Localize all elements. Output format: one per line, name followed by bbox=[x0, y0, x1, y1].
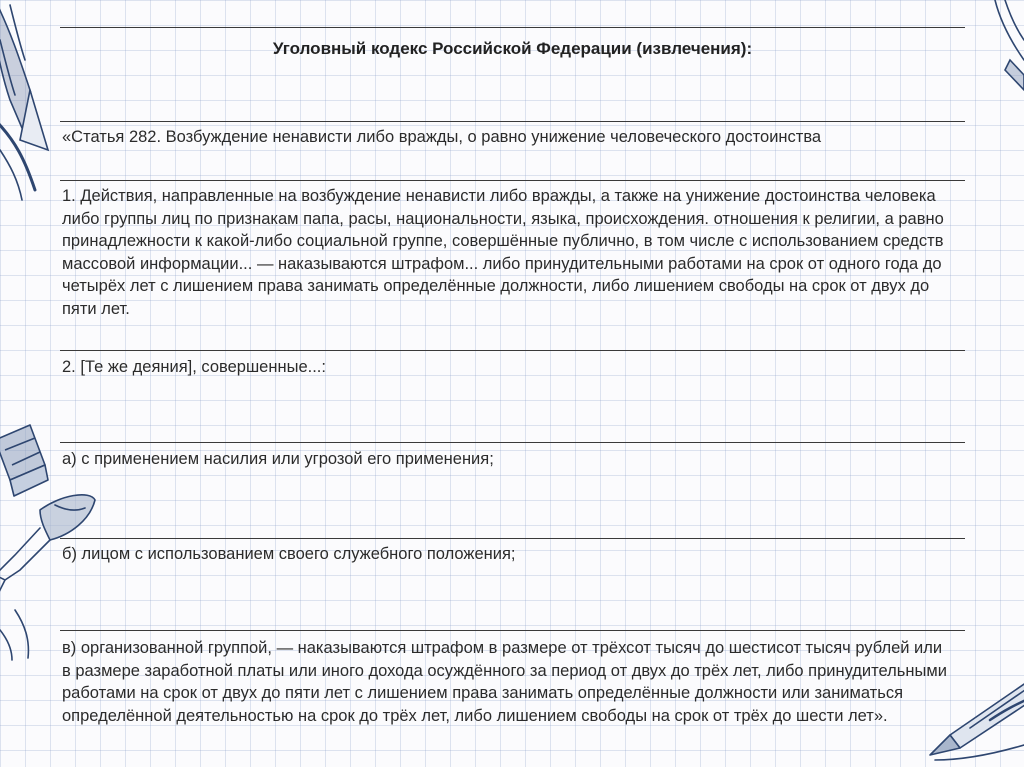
table-rule bbox=[60, 27, 965, 28]
table-rule bbox=[60, 442, 965, 443]
document-table bbox=[60, 0, 965, 767]
table-rule bbox=[60, 538, 965, 539]
item-b: б) лицом с использованием своего служебного положения; bbox=[62, 545, 516, 563]
item-a: а) с применением насилия или угрозой его применения; bbox=[62, 450, 494, 468]
document-title: Уголовный кодекс Российской Федерации (извлечения): bbox=[272, 39, 753, 58]
article-heading: «Статья 282. Возбуждение ненависти либо вражды, о равно унижение человеческого достоинства bbox=[62, 128, 822, 146]
article-part-1: 1. Действия, направленные на возбуждение ненависти либо вражды, а также на унижение достоинства человека либо группы лиц по признакам папа, расы, национальности, языка, происхождения. отношения к религии, а равно принадлежности к какой-либо социальной группе, совершённые публично, в том числе с использованием средств массовой информации... — наказываются штрафом... либо принудительными работами на срок от одного года до четырёх лет с лишением права занимать определённые должности, либо лишением свободы на срок от двух до пяти лет. bbox=[62, 187, 944, 318]
article-part-2: 2. [Те же деяния], совершенные...: bbox=[62, 358, 326, 376]
table-rule bbox=[60, 630, 965, 631]
item-v: в) организованной группой, — наказываются штрафом в размере от трёхсот тысяч до шестисот тысяч рублей или в размере заработной платы или иного дохода осуждённого за период от двух до трёх лет, либо принудительными работами на срок от двух до пяти лет с лишением права занимать определённые должности или заниматься определённой деятельностью на срок до трёх лет, либо лишением свободы на срок от трёх до шести лет». bbox=[62, 639, 947, 725]
table-rule bbox=[60, 121, 965, 122]
pencil-corner-icon bbox=[975, 0, 1024, 90]
table-rule bbox=[60, 180, 965, 181]
table-rule bbox=[60, 350, 965, 351]
pencil-sketch-icon bbox=[0, 0, 60, 200]
